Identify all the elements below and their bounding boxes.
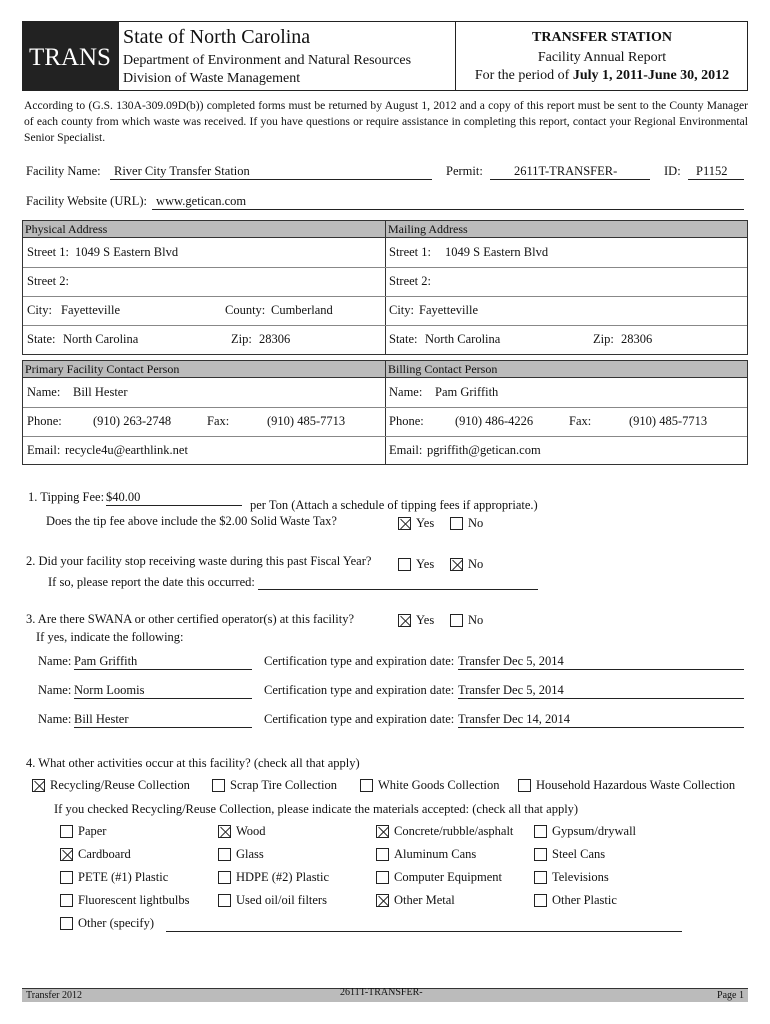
facility-name-field[interactable]: River City Transfer Station (110, 164, 432, 180)
operator-name-field[interactable]: Pam Griffith (74, 654, 252, 670)
material-other-specify[interactable] (60, 916, 154, 931)
billing-contact-header: Billing Contact Person (385, 361, 747, 378)
primary-contact-header: Primary Facility Contact Person (23, 361, 385, 378)
q1-sub: Does the tip fee above include the $2.00 Solid Waste Tax? (46, 514, 337, 528)
materials-intro: If you checked Recycling/Reuse Collection, please indicate the materials accepted: (check all that apply) (54, 802, 579, 816)
material-label: HDPE (#2) Plastic (236, 870, 330, 884)
q2-date-field[interactable] (258, 575, 538, 590)
facility-name-label: Facility Name: (26, 164, 101, 178)
mailing-city-label: City: (389, 303, 415, 317)
q3-sub: If yes, indicate the following: (36, 630, 184, 644)
physical-address-header: Physical Address (23, 221, 385, 238)
operator-name-label: Name: (38, 712, 72, 726)
material-checkbox[interactable] (376, 848, 389, 861)
billing-name-field[interactable]: Pam Griffith (435, 385, 499, 399)
billing-fax-label: Fax: (569, 414, 592, 428)
q3-label: 3. Are there SWANA or other certified operator(s) at this facility? (26, 612, 355, 626)
material-other-plastic[interactable] (534, 893, 617, 908)
material-checkbox[interactable] (218, 825, 231, 838)
q1-label: 1. Tipping Fee: (28, 490, 105, 504)
mailing-zip-field[interactable]: 28306 (621, 332, 653, 346)
material-checkbox[interactable] (218, 894, 231, 907)
operator-cert-field[interactable]: Transfer Dec 5, 2014 (458, 683, 744, 699)
activity-scrap-tire[interactable] (212, 778, 337, 793)
q1-yes-checkbox[interactable] (398, 517, 411, 530)
billing-name-label: Name: (389, 385, 423, 399)
physical-street1-field[interactable]: 1049 S Eastern Blvd (75, 245, 179, 259)
material-label: Steel Cans (552, 847, 606, 861)
mailing-street1-field[interactable]: 1049 S Eastern Blvd (445, 245, 549, 259)
footer (22, 988, 748, 1002)
material-label: Televisions (552, 870, 609, 884)
address-box (22, 220, 748, 355)
physical-street1-label: Street 1: (27, 245, 70, 259)
material-checkbox[interactable] (376, 825, 389, 838)
primary-fax-field[interactable]: (910) 485-7713 (267, 414, 346, 428)
material-label: Cardboard (78, 847, 131, 861)
report-title: TRANSFER STATION (532, 30, 672, 45)
billing-phone-label: Phone: (389, 414, 424, 428)
state-title: State of North Carolina (123, 26, 311, 48)
material-checkbox[interactable] (60, 848, 73, 861)
material-concrete[interactable] (376, 824, 513, 839)
material-label: Used oil/oil filters (236, 893, 327, 907)
activity-label: Recycling/Reuse Collection (50, 778, 190, 792)
physical-street2-label: Street 2: (27, 274, 70, 288)
activity-hhw[interactable] (518, 778, 735, 793)
activity-white-goods[interactable] (360, 778, 500, 793)
material-checkbox[interactable] (534, 894, 547, 907)
material-steel[interactable] (534, 847, 605, 862)
q1-yes-label: Yes (416, 516, 435, 530)
q2-yes-label: Yes (416, 557, 435, 571)
material-label: Concrete/rubble/asphalt (394, 824, 514, 838)
material-label: Paper (78, 824, 107, 838)
q2-no-option[interactable] (450, 557, 483, 572)
mailing-street1-label: Street 1: (389, 245, 432, 259)
primary-fax-label: Fax: (207, 414, 230, 428)
material-checkbox[interactable] (534, 848, 547, 861)
material-checkbox[interactable] (60, 871, 73, 884)
website-label: Facility Website (URL): (26, 194, 147, 208)
operator-cert-label: Certification type and expiration date: (264, 683, 455, 697)
operator-name-field[interactable]: Norm Loomis (74, 683, 252, 699)
material-label: Aluminum Cans (394, 847, 477, 861)
period-prefix: For the period of (474, 68, 573, 83)
trans-block (23, 22, 119, 90)
physical-zip-field[interactable]: 28306 (259, 332, 291, 346)
mailing-city-field[interactable]: Fayetteville (419, 303, 479, 317)
billing-fax-field[interactable]: (910) 485-7713 (629, 414, 708, 428)
other-specify-field[interactable] (166, 918, 682, 932)
billing-phone-field[interactable]: (910) 486-4226 (455, 414, 534, 428)
physical-city-label: City: (27, 303, 53, 317)
material-glass[interactable] (218, 847, 264, 862)
material-checkbox[interactable] (534, 825, 547, 838)
report-period (457, 68, 747, 84)
mailing-state-label: State: (389, 332, 418, 346)
material-label: Wood (236, 824, 266, 838)
material-label: Glass (236, 847, 264, 861)
report-subtitle: Facility Annual Report (537, 50, 667, 65)
material-checkbox[interactable] (218, 848, 231, 861)
mailing-zip-label: Zip: (593, 332, 614, 346)
operator-cert-label: Certification type and expiration date: (264, 654, 455, 668)
q2-no-checkbox[interactable] (450, 558, 463, 571)
contact-box (22, 360, 748, 465)
operator-cert-field[interactable]: Transfer Dec 5, 2014 (458, 654, 744, 670)
permit-label: Permit: (446, 164, 483, 178)
physical-city-field[interactable]: Fayetteville (61, 303, 121, 317)
material-cardboard[interactable] (60, 847, 131, 862)
material-computer[interactable] (376, 870, 502, 885)
material-checkbox[interactable] (60, 917, 73, 930)
material-wood[interactable] (218, 824, 266, 839)
operator-name-field[interactable]: Bill Hester (74, 712, 252, 728)
q2-yes-checkbox[interactable] (398, 558, 411, 571)
activity-checkbox[interactable] (32, 779, 45, 792)
material-used-oil[interactable] (218, 893, 327, 908)
q1-no-label: No (468, 516, 484, 530)
physical-state-field[interactable]: North Carolina (63, 332, 139, 346)
mailing-state-field[interactable]: North Carolina (425, 332, 501, 346)
operator-name-label: Name: (38, 654, 72, 668)
website-field[interactable]: www.getican.com (152, 194, 744, 210)
header (22, 21, 748, 91)
primary-name-field[interactable]: Bill Hester (73, 385, 128, 399)
trans-label: TRANS (29, 44, 111, 71)
q3-yes-checkbox[interactable] (398, 614, 411, 627)
q3-no-checkbox[interactable] (450, 614, 463, 627)
material-label: Gypsum/drywall (552, 824, 637, 838)
material-hdpe[interactable] (218, 870, 329, 885)
activity-checkbox[interactable] (518, 779, 531, 792)
q4-label: 4. What other activities occur at this facility? (check all that apply) (26, 756, 360, 770)
department: Department of Environment and Natural Resources (123, 53, 412, 68)
material-checkbox[interactable] (218, 871, 231, 884)
material-checkbox[interactable] (376, 894, 389, 907)
material-checkbox[interactable] (376, 871, 389, 884)
billing-email-label: Email: (389, 443, 423, 457)
material-label: Computer Equipment (394, 870, 502, 884)
activity-checkbox[interactable] (360, 779, 373, 792)
material-checkbox[interactable] (60, 825, 73, 838)
q3-no-label: No (468, 613, 484, 627)
material-gypsum[interactable] (534, 824, 636, 839)
physical-zip-label: Zip: (231, 332, 252, 346)
physical-state-label: State: (27, 332, 56, 346)
division: Division of Waste Management (123, 71, 301, 86)
id-field[interactable]: P1152 (688, 164, 744, 180)
material-paper[interactable] (60, 824, 106, 839)
intro-text: According to (G.S. 130A-309.09D(b)) completed forms must be returned by August 1, 2012 and a copy of this report must be sent to the County Manager of each county from which waste was received. If you have questions or require assistance in completing this report, contact your Regional Environmental Senior Specialist. (24, 99, 748, 144)
activity-label: Scrap Tire Collection (230, 778, 337, 792)
material-label: PETE (#1) Plastic (78, 870, 169, 884)
q2-yes-option[interactable] (398, 557, 434, 572)
permit-field[interactable]: 2611T-TRANSFER- (490, 164, 650, 180)
period-value: July 1, 2011-June 30, 2012 (572, 68, 730, 83)
primary-email-field[interactable]: recycle4u@earthlink.net (65, 443, 188, 457)
material-label: Other Plastic (552, 893, 617, 907)
footer-right: Page 1 (717, 990, 744, 1001)
id-label: ID: (664, 164, 681, 178)
activity-recycling[interactable] (32, 778, 190, 793)
q3-yes-label: Yes (416, 613, 435, 627)
material-televisions[interactable] (534, 870, 609, 885)
mailing-address-header: Mailing Address (385, 221, 747, 238)
q2-no-label: No (468, 557, 484, 571)
activity-checkbox[interactable] (212, 779, 225, 792)
q1-yes-option[interactable] (398, 516, 434, 531)
operator-cert-field[interactable]: Transfer Dec 14, 2014 (458, 712, 744, 728)
mailing-street2-label: Street 2: (389, 274, 432, 288)
material-label: Other Metal (394, 893, 455, 907)
activity-label: Household Hazardous Waste Collection (536, 778, 736, 792)
q1-tipping-fee-field[interactable]: $40.00 (106, 490, 242, 506)
operator-name-label: Name: (38, 683, 72, 697)
billing-email-field[interactable]: pgriffith@getican.com (427, 443, 541, 457)
material-aluminum[interactable] (376, 847, 476, 862)
q2-sub: If so, please report the date this occurred: (48, 575, 255, 589)
physical-county-label: County: (225, 303, 266, 317)
operator-cert-label: Certification type and expiration date: (264, 712, 455, 726)
q1-suffix: per Ton (Attach a schedule of tipping fees if appropriate.) (250, 498, 538, 512)
physical-county-field[interactable]: Cumberland (271, 303, 333, 317)
material-label: Other (specify) (78, 916, 155, 930)
footer-left: Transfer 2012 (26, 990, 83, 1001)
material-other-metal[interactable] (376, 893, 455, 908)
material-checkbox[interactable] (60, 894, 73, 907)
primary-phone-field[interactable]: (910) 263-2748 (93, 414, 172, 428)
material-pete[interactable] (60, 870, 168, 885)
primary-name-label: Name: (27, 385, 61, 399)
q1-no-option[interactable] (450, 516, 483, 531)
q3-no-option[interactable] (450, 613, 483, 628)
primary-phone-label: Phone: (27, 414, 62, 428)
q1-no-checkbox[interactable] (450, 517, 463, 530)
material-checkbox[interactable] (534, 871, 547, 884)
q3-yes-option[interactable] (398, 613, 434, 628)
q2-label: 2. Did your facility stop receiving waste during this past Fiscal Year? (26, 554, 372, 568)
footer-center: 2611T-TRANSFER- (340, 987, 423, 998)
material-label: Fluorescent lightbulbs (78, 893, 190, 907)
activity-label: White Goods Collection (378, 778, 500, 792)
material-fluorescent[interactable] (60, 893, 189, 908)
primary-email-label: Email: (27, 443, 61, 457)
